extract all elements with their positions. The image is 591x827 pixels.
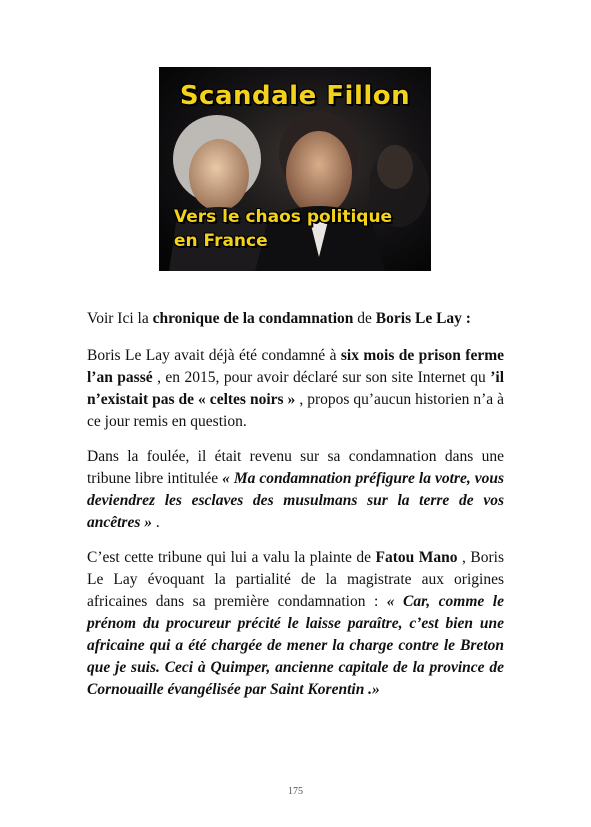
text-span: C’est cette tribune qui lui a valu la plainte de	[87, 549, 376, 566]
bold-span: ’il n’existait pas de « celtes noirs »	[87, 369, 505, 408]
bold-span: Boris Le Lay :	[375, 310, 471, 327]
banner-image	[159, 67, 431, 271]
text-span: Dans la foulée, il était revenu sur sa condamnation dans une tribune libre intitulée	[87, 448, 504, 487]
banner-subtitle-line2: en France	[174, 231, 268, 251]
text-span: Boris Le Lay avait déjà été condamné à	[87, 347, 341, 364]
text-span: , en 2015, pour avoir déclaré sur son site Internet qu	[152, 369, 491, 386]
paragraph-tribune	[87, 446, 504, 534]
banner-subtitle	[174, 205, 392, 253]
woman-face	[189, 139, 249, 211]
paragraph-intro	[87, 308, 504, 330]
bold-span: Fatou Mano	[375, 549, 458, 566]
paragraph-condemnation	[87, 345, 504, 433]
banner-subtitle-line1: Vers le chaos politique	[174, 207, 393, 227]
quote-span: « Car, comme le prénom du procureur précité le laisse paraître, c’est bien une africaine qui a été chargée de mener la charge contre le Breton que je suis. Ceci à Quimper, ancienne capitale de la province de Cornouaille évangélisée par Saint Korentin .»	[87, 593, 504, 698]
page-number: 175	[288, 786, 303, 797]
paragraph-complaint	[87, 547, 504, 701]
text-span: de	[353, 310, 376, 327]
quote-span: « Ma condamnation préfigure la votre, vous deviendrez les esclaves des musulmans sur la terre de vos ancêtres »	[87, 470, 504, 531]
man-face	[286, 131, 352, 215]
text-span: , propos qu’aucun historien n’a à ce jour remis en question.	[87, 391, 505, 430]
text-span: Voir Ici la	[87, 310, 153, 327]
text-span: , Boris Le Lay évoquant la partialité de la magistrate aux origines africaines dans sa première condamnation :	[87, 549, 504, 610]
text-span: .	[152, 514, 160, 531]
bold-span: six mois de prison ferme l’an passé	[87, 347, 504, 386]
bold-span: chronique de la condamnation	[152, 310, 354, 327]
banner-title: Scandale Fillon	[179, 81, 411, 111]
